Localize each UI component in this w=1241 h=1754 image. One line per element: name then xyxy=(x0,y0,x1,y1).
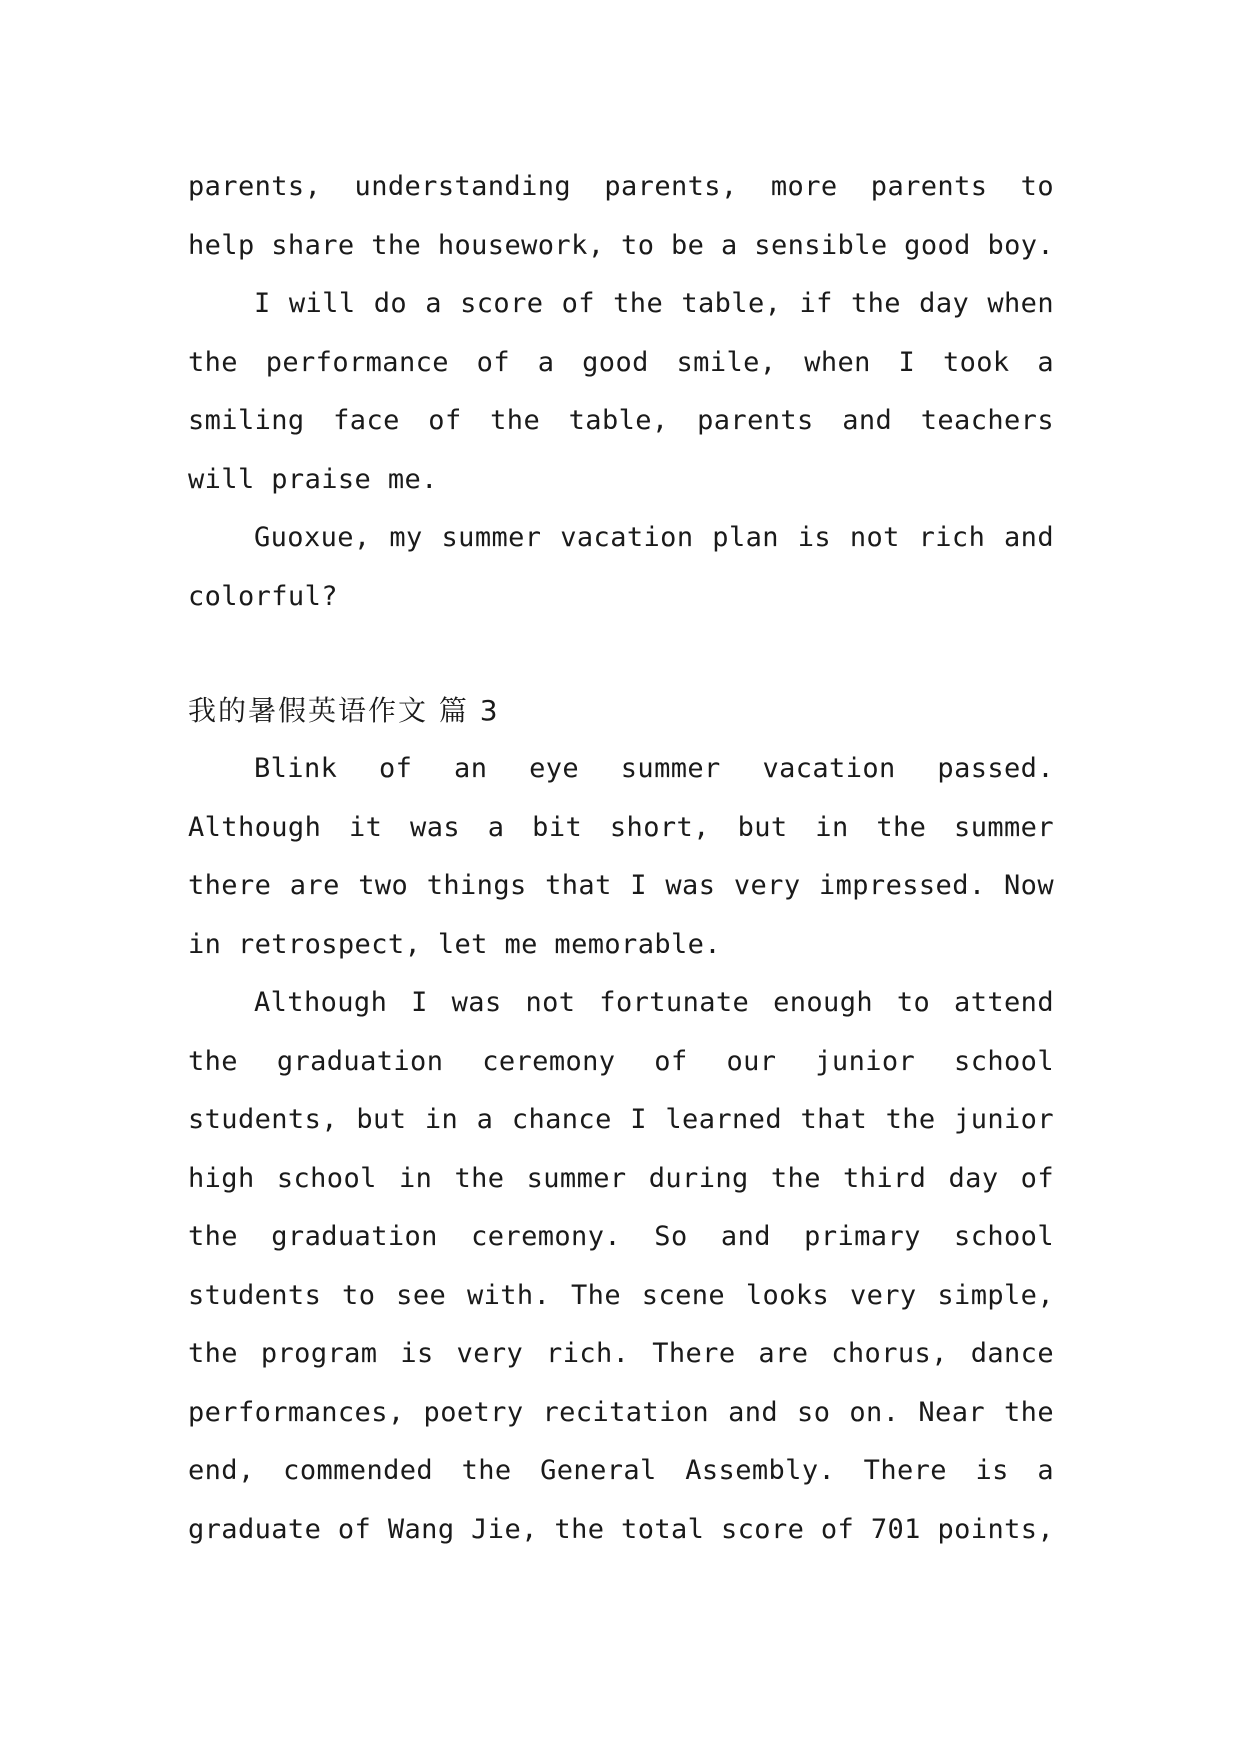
text-line: graduate of Wang Jie, the total score of 701 points, xyxy=(188,1513,1055,1545)
text-line: smiling face of the table, parents and teachers xyxy=(188,405,1054,436)
text-line: the program is very rich. There are chorus, dance xyxy=(188,1338,1054,1369)
text-line: parents, understanding parents, more parents to xyxy=(188,171,1054,202)
paragraph-first-line: I will do a score of the table, if the day when xyxy=(254,288,1054,319)
section-3-heading-block xyxy=(188,682,1054,741)
text-line: help share the housework, to be a sensible good boy. xyxy=(188,229,1055,261)
paragraph-first-line: Blink of an eye summer vacation passed. xyxy=(254,753,1054,784)
text-line: end, commended the General Assembly. There is a xyxy=(188,1455,1054,1486)
text-line: in retrospect, let me memorable. xyxy=(188,928,721,960)
section-2-ending xyxy=(188,158,1054,626)
text-line: the performance of a good smile, when I took a xyxy=(188,346,1054,378)
text-line: there are two things that I was very impressed. Now xyxy=(188,870,1054,901)
text-line: students, but in a chance I learned that the junior xyxy=(188,1104,1054,1135)
text-line: the graduation ceremony of our junior school xyxy=(188,1045,1054,1077)
text-line: students to see with. The scene looks very simple, xyxy=(188,1279,1054,1311)
section-3-body xyxy=(188,740,1054,1559)
text-line: colorful? xyxy=(188,580,338,612)
paragraph-first-line: Guoxue, my summer vacation plan is not rich and xyxy=(254,522,1054,553)
text-line: high school in the summer during the third day of xyxy=(188,1162,1054,1194)
section-heading: 我的暑假英语作文 篇 3 xyxy=(188,694,500,727)
paragraph-first-line: Although I was not fortunate enough to attend xyxy=(254,987,1054,1018)
text-line: performances, poetry recitation and so on. Near the xyxy=(188,1396,1054,1428)
text-line: the graduation ceremony. So and primary school xyxy=(188,1221,1054,1252)
text-line: will praise me. xyxy=(188,463,438,495)
text-line: Although it was a bit short, but in the summer xyxy=(188,811,1054,843)
